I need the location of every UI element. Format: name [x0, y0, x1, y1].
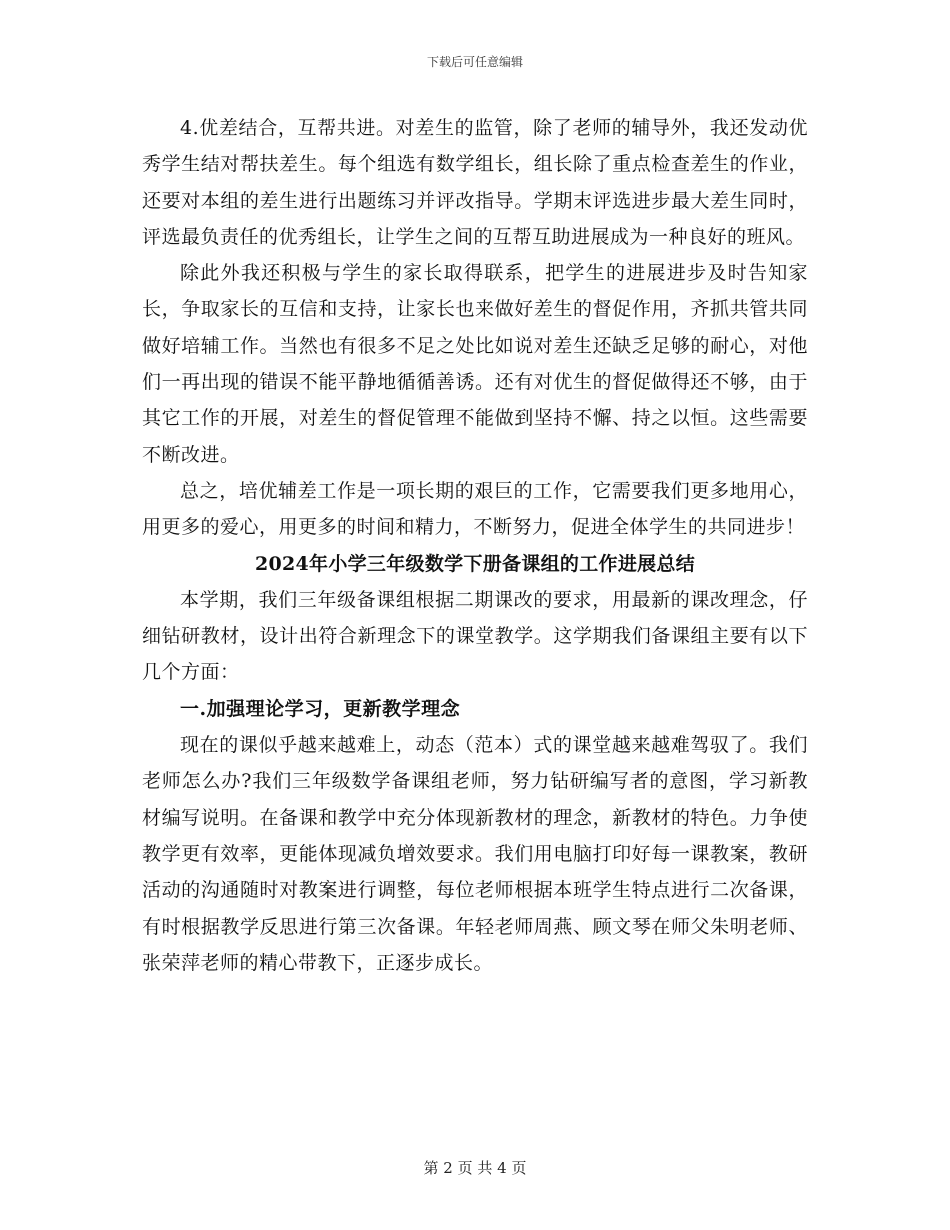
- subheading-theory-study: 一.加强理论学习，更新教学理念: [180, 697, 461, 720]
- paragraph-theory-study: 现在的课似乎越来越难上，动态（范本）式的课堂越来越难驾驭了。我们老师怎么办?我们三年级数学备课组老师，努力钻研编写者的意图，学习新教材编写说明。在备课和教学中充分体现新教材的理念，新教材的特色。力争使教学更有效率，更能体现减负增效要求。我们用电脑打印好每一课教案，教研活动的沟通随时对教案进行调整，每位老师根据本班学生特点进行二次备课，有时根据教学反思进行第三次备课。年轻老师周燕、顾文琴在师父朱明老师、张荣萍老师的精心带教下，正逐步成长。: [142, 734, 808, 974]
- paragraph-pair-mentoring: 4.优差结合，互帮共进。对差生的监管，除了老师的辅导外，我还发动优秀学生结对帮扶差生。每个组选有数学组长，组长除了重点检查差生的作业，还要对本组的差生进行出题练习并评改指导。学期末评选进步最大差生同时，评选最负责任的优秀组长，让学生之间的互帮互助进展成为一种良好的班风。: [142, 117, 808, 248]
- page-number: 第 2 页 共 4 页: [423, 1159, 527, 1177]
- paragraph-intro: 本学期，我们三年级备课组根据二期课改的要求，用最新的课改理念，仔细钻研教材，设计出符合新理念下的课堂教学。这学期我们备课组主要有以下几个方面：: [142, 588, 808, 684]
- document-body: [142, 110, 808, 981]
- paragraph-parent-contact: 除此外我还积极与学生的家长取得联系，把学生的进展进步及时告知家长，争取家长的互信和支持，让家长也来做好差生的督促作用，齐抓共管共同做好培辅工作。当然也有很多不足之处比如说对差生还缺乏足够的耐心，对他们一再出现的错误不能平静地循循善诱。还有对优生的督促做得还不够，由于其它工作的开展，对差生的督促管理不能做到坚持不懈、持之以恒。这些需要不断改进。: [142, 262, 808, 466]
- page-header: 下载后可任意编辑: [426, 55, 523, 69]
- paragraph-conclusion: 总之，培优辅差工作是一项长期的艰巨的工作，它需要我们更多地用心，用更多的爱心，用更多的时间和精力，不断努力，促进全体学生的共同进步！: [142, 479, 808, 539]
- section-title: 2024年小学三年级数学下册备课组的工作进展总结: [254, 552, 696, 575]
